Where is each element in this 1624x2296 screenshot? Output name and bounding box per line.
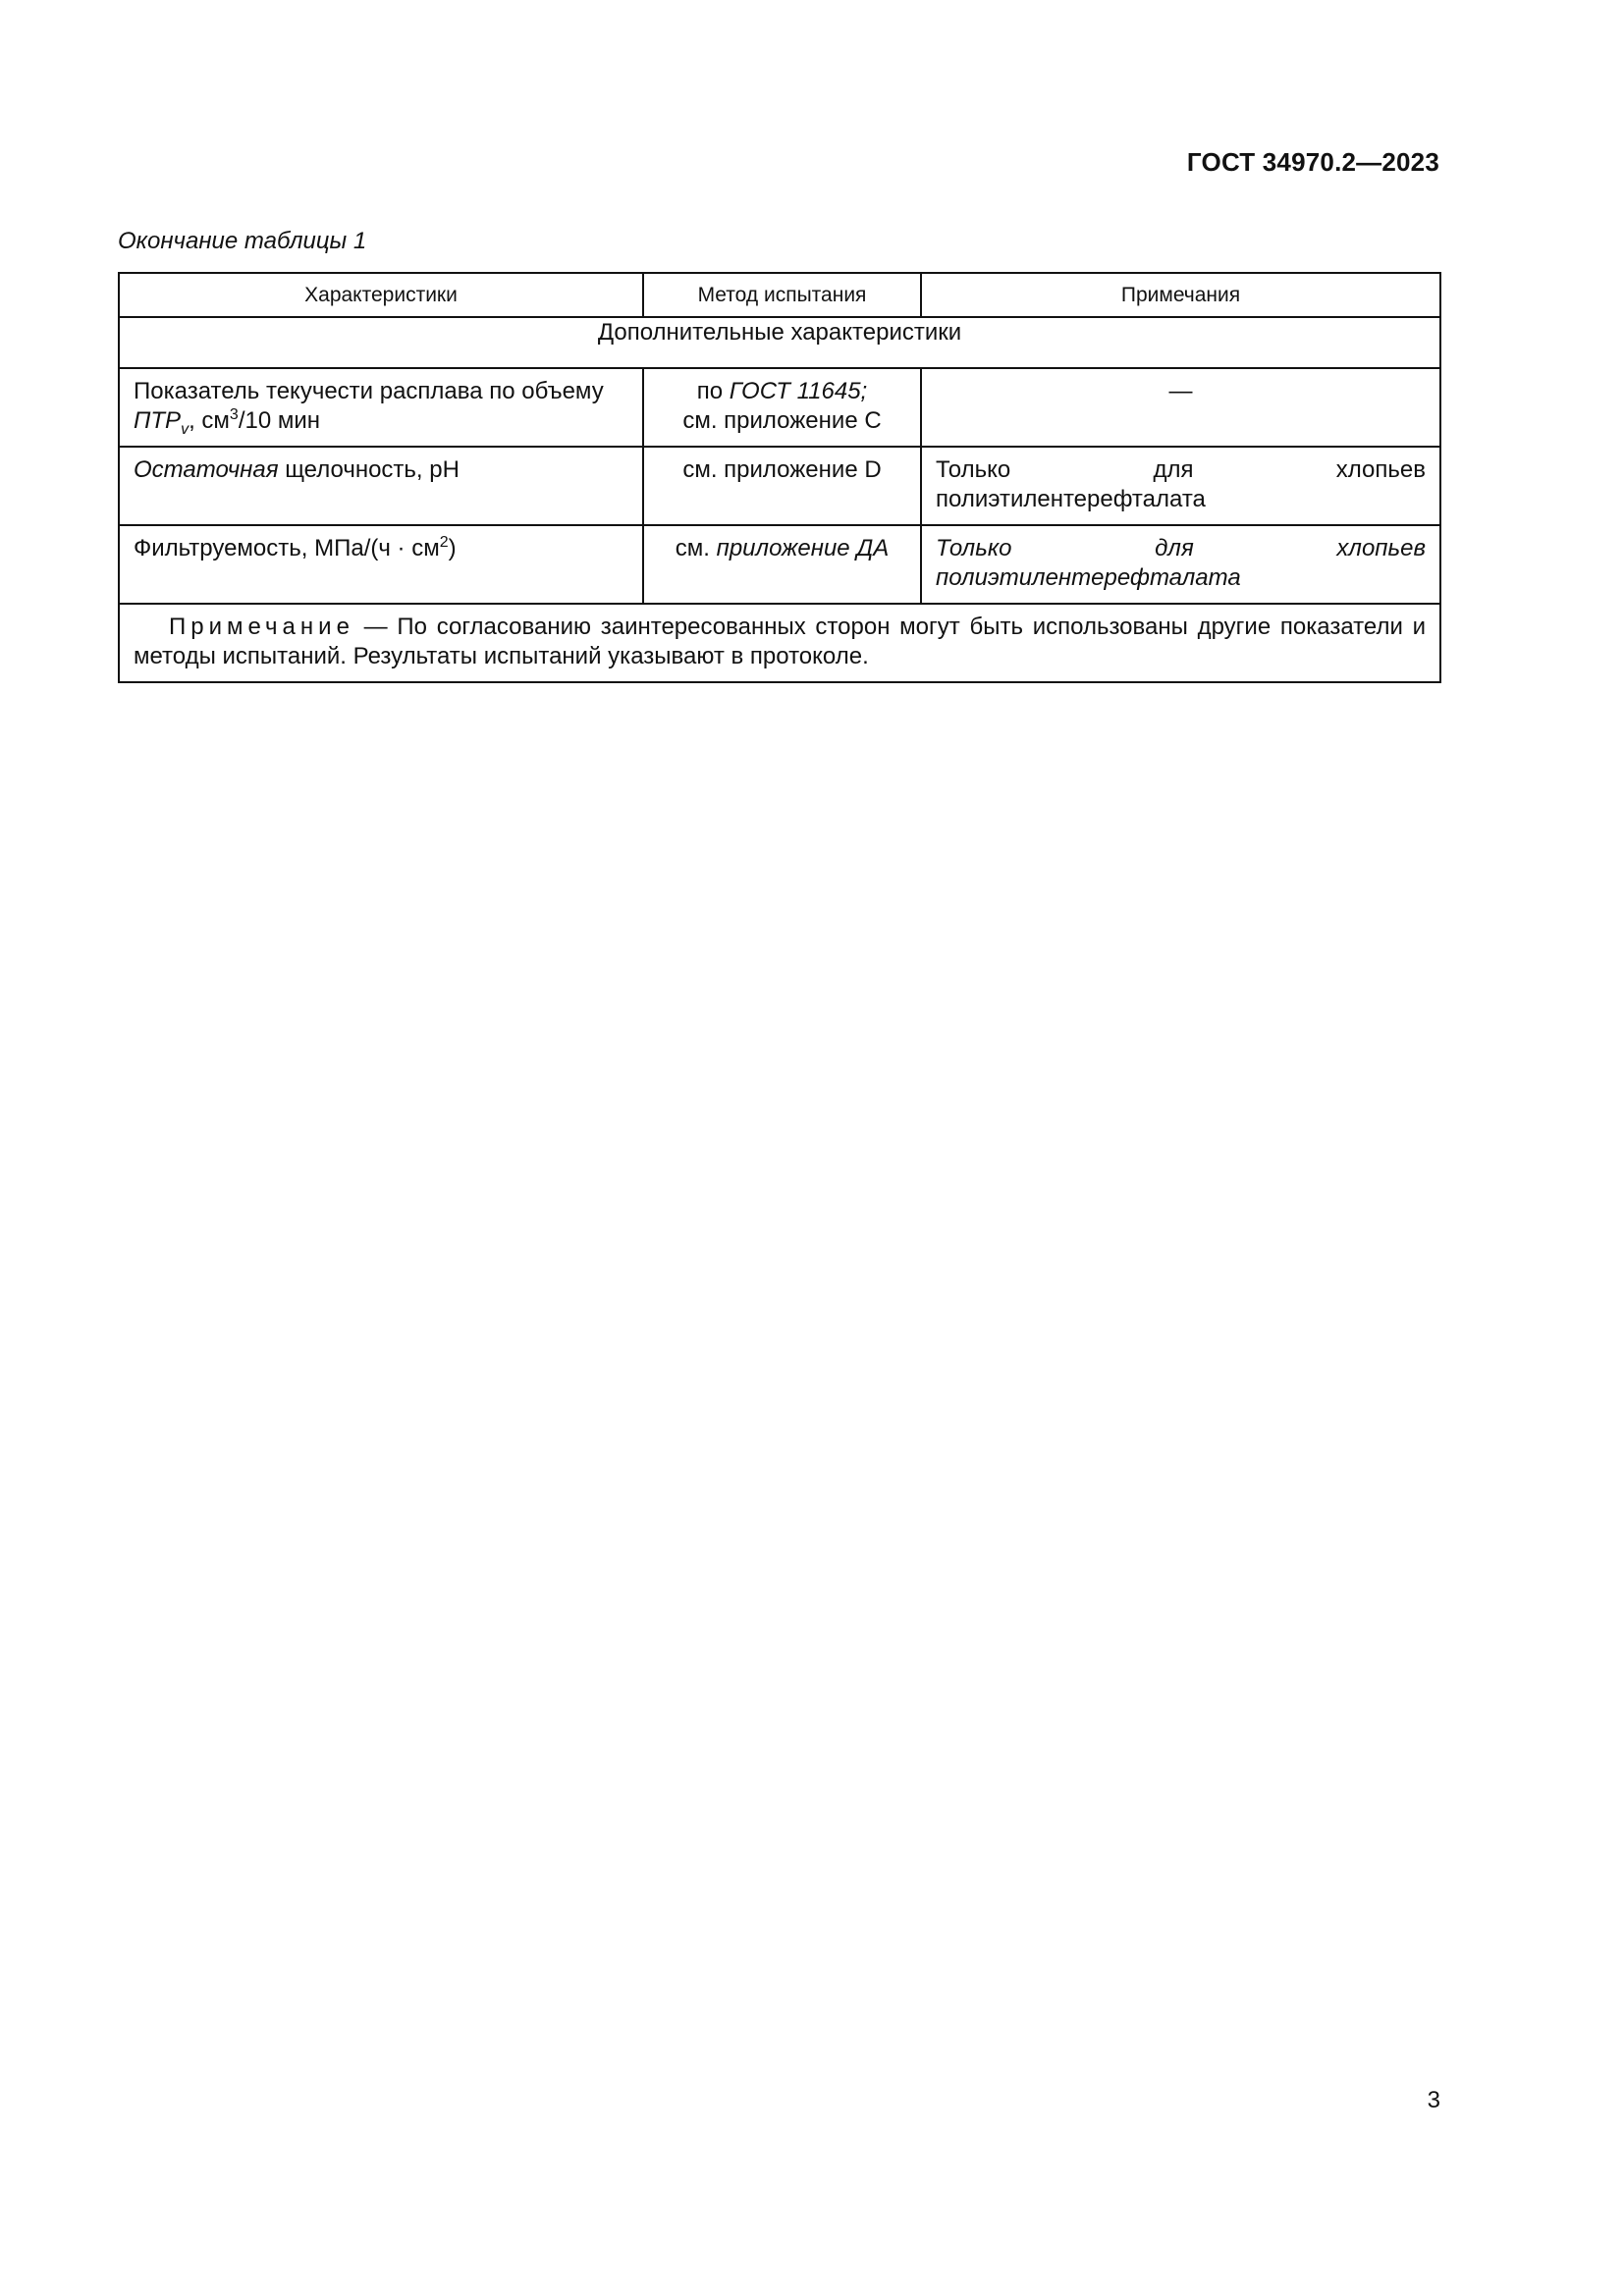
table-caption: Окончание таблицы 1 (118, 228, 367, 254)
footnote-text: — По согласованию заинтересованных сторон могут быть использованы другие показатели и методы испытаний. Результаты испытаний указывают в протоколе. (134, 614, 1426, 669)
characteristics-table (118, 272, 1441, 683)
cell-method (643, 525, 921, 604)
table-footnote (119, 604, 1440, 682)
characteristic-unit-rest: /10 мин (238, 407, 321, 434)
section-title: Дополнительные характеристики (119, 317, 1440, 368)
cell-method: см. приложение D (643, 447, 921, 525)
method-prefix: по (696, 378, 730, 404)
table-row (119, 525, 1440, 604)
characteristic-unit-exponent: 3 (229, 406, 239, 423)
characteristic-unit-exponent: 2 (439, 534, 449, 551)
method-annex: см. приложение С (682, 407, 882, 434)
table-footnote-row (119, 604, 1440, 682)
characteristic-unit: , см (189, 407, 230, 434)
characteristic-italic: Остаточная (134, 456, 279, 483)
characteristic-subscript: v (181, 421, 189, 438)
cell-note: Только для хлопьев полиэтилентерефталата (921, 447, 1440, 525)
characteristic-text: Фильтруемость, МПа/(ч · см (134, 535, 440, 561)
cell-characteristic (119, 525, 643, 604)
cell-characteristic (119, 447, 643, 525)
section-row (119, 317, 1440, 368)
column-header-characteristics: Характеристики (119, 273, 643, 317)
characteristic-text: Показатель текучести расплава по объему (134, 378, 604, 404)
cell-method (643, 368, 921, 447)
column-header-notes: Примечания (921, 273, 1440, 317)
page-number: 3 (1427, 2087, 1440, 2113)
cell-note: Только для хлопьев полиэтилентерефталата (921, 525, 1440, 604)
characteristic-text: щелочность, pH (278, 456, 460, 483)
column-header-test-method: Метод испытания (643, 273, 921, 317)
document-number: ГОСТ 34970.2—2023 (1186, 147, 1439, 177)
footnote-label: Примечание (169, 614, 354, 640)
characteristic-symbol: ПТР (134, 407, 182, 434)
method-prefix: см. (675, 535, 717, 561)
method-reference: ГОСТ 11645; (729, 378, 868, 404)
table-header-row (119, 273, 1440, 317)
table-row (119, 368, 1440, 447)
method-annex: приложение ДА (716, 535, 890, 561)
characteristic-text-end: ) (448, 535, 457, 561)
table-row (119, 447, 1440, 525)
cell-characteristic (119, 368, 643, 447)
cell-note: — (921, 368, 1440, 447)
